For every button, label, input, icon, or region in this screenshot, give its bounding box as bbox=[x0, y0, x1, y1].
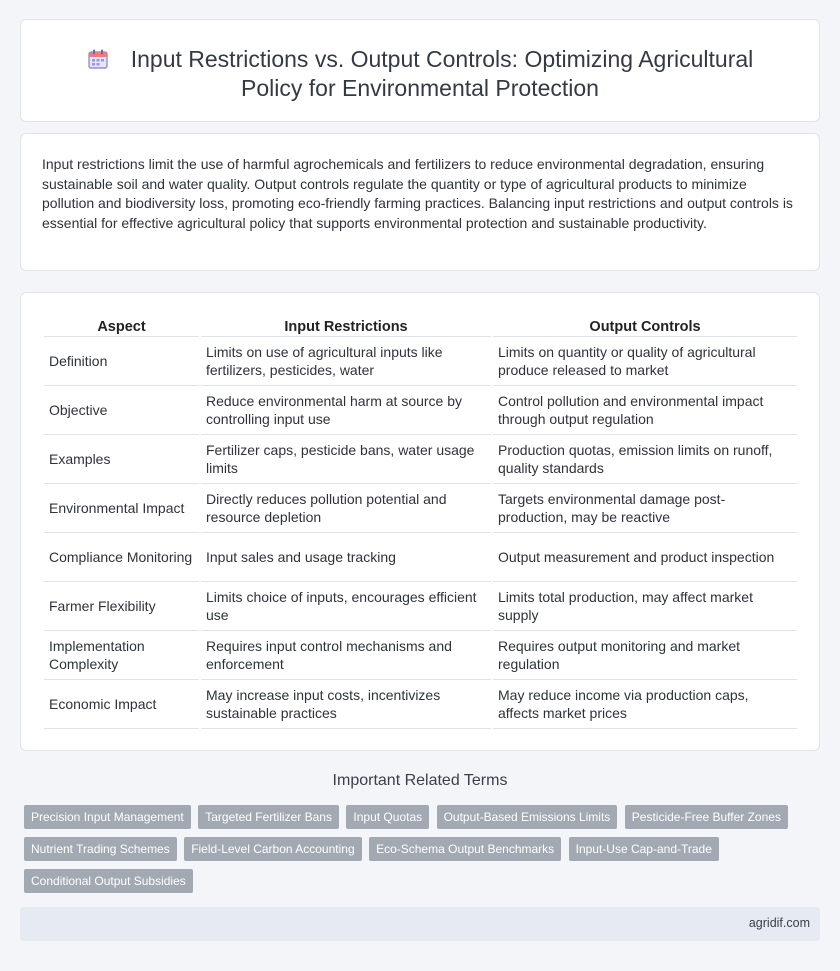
related-term-tag[interactable]: Eco-Schema Output Benchmarks bbox=[369, 837, 561, 861]
title-card bbox=[20, 19, 820, 122]
footer-site-link[interactable]: agridif.com bbox=[748, 916, 810, 930]
cell-input: Requires input control mechanisms and enforcement bbox=[201, 631, 491, 680]
related-term-tag[interactable]: Input Quotas bbox=[346, 805, 429, 829]
cell-output: Production quotas, emission limits on runoff, quality standards bbox=[493, 435, 797, 484]
comparison-table-card bbox=[20, 292, 820, 751]
table-row bbox=[44, 386, 797, 435]
title-line-2: Policy for Environmental Protection bbox=[241, 75, 599, 101]
cell-input: Limits on use of agricultural inputs like fertilizers, pesticides, water bbox=[201, 337, 491, 386]
cell-output: Output measurement and product inspection bbox=[493, 533, 797, 582]
comparison-table bbox=[42, 317, 799, 729]
footer bbox=[20, 907, 820, 941]
cell-aspect: Objective bbox=[44, 386, 199, 435]
cell-output: Limits total production, may affect market supply bbox=[493, 582, 797, 631]
calendar-icon bbox=[87, 48, 109, 70]
table-row bbox=[44, 631, 797, 680]
table-row bbox=[44, 435, 797, 484]
cell-aspect: Definition bbox=[44, 337, 199, 386]
cell-output: Requires output monitoring and market regulation bbox=[493, 631, 797, 680]
related-term-tag[interactable]: Targeted Fertilizer Bans bbox=[198, 805, 339, 829]
related-term-tag[interactable]: Output-Based Emissions Limits bbox=[437, 805, 618, 829]
cell-output: Targets environmental damage post-production, may be reactive bbox=[493, 484, 797, 533]
cell-output: Limits on quantity or quality of agricultural produce released to market bbox=[493, 337, 797, 386]
cell-input: Input sales and usage tracking bbox=[201, 533, 491, 582]
table-row bbox=[44, 484, 797, 533]
table-row bbox=[44, 582, 797, 631]
related-term-tag[interactable]: Input-Use Cap-and-Trade bbox=[569, 837, 719, 861]
page-title bbox=[21, 45, 819, 103]
related-term-tag[interactable]: Pesticide-Free Buffer Zones bbox=[625, 805, 788, 829]
cell-input: Fertilizer caps, pesticide bans, water usage limits bbox=[201, 435, 491, 484]
cell-input: May increase input costs, incentivizes sustainable practices bbox=[201, 680, 491, 729]
cell-aspect: Implementation Complexity bbox=[44, 631, 199, 680]
cell-input: Limits choice of inputs, encourages efficient use bbox=[201, 582, 491, 631]
related-terms-tags bbox=[24, 805, 804, 901]
column-header-output-controls: Output Controls bbox=[493, 317, 797, 337]
cell-aspect: Environmental Impact bbox=[44, 484, 199, 533]
cell-aspect: Compliance Monitoring bbox=[44, 533, 199, 582]
column-header-input-restrictions: Input Restrictions bbox=[201, 317, 491, 337]
table-row bbox=[44, 533, 797, 582]
related-term-tag[interactable]: Precision Input Management bbox=[24, 805, 191, 829]
related-term-tag[interactable]: Nutrient Trading Schemes bbox=[24, 837, 177, 861]
table-header-row bbox=[44, 317, 797, 337]
cell-output: May reduce income via production caps, affects market prices bbox=[493, 680, 797, 729]
table-row bbox=[44, 337, 797, 386]
cell-aspect: Examples bbox=[44, 435, 199, 484]
intro-card bbox=[20, 133, 820, 271]
cell-aspect: Economic Impact bbox=[44, 680, 199, 729]
intro-paragraph: Input restrictions limit the use of harmful agrochemicals and fertilizers to reduce environmental degradation, ensuring sustainable soil and water quality. Output controls regulate the quantity or type of agricultural products to minimize pollution and biodiversity loss, promoting eco-friendly farming practices. Balancing input restrictions and output controls is essential for effective agricultural policy that supports environmental protection and sustainable productivity. bbox=[42, 156, 793, 231]
cell-aspect: Farmer Flexibility bbox=[44, 582, 199, 631]
column-header-aspect: Aspect bbox=[44, 317, 199, 337]
cell-output: Control pollution and environmental impact through output regulation bbox=[493, 386, 797, 435]
cell-input: Reduce environmental harm at source by controlling input use bbox=[201, 386, 491, 435]
cell-input: Directly reduces pollution potential and resource depletion bbox=[201, 484, 491, 533]
related-terms-title: Important Related Terms bbox=[332, 772, 508, 789]
related-term-tag[interactable]: Conditional Output Subsidies bbox=[24, 869, 193, 893]
table-row bbox=[44, 680, 797, 729]
title-line-1: Input Restrictions vs. Output Controls: Optimizing Agricultural bbox=[130, 46, 754, 72]
related-term-tag[interactable]: Field-Level Carbon Accounting bbox=[184, 837, 361, 861]
